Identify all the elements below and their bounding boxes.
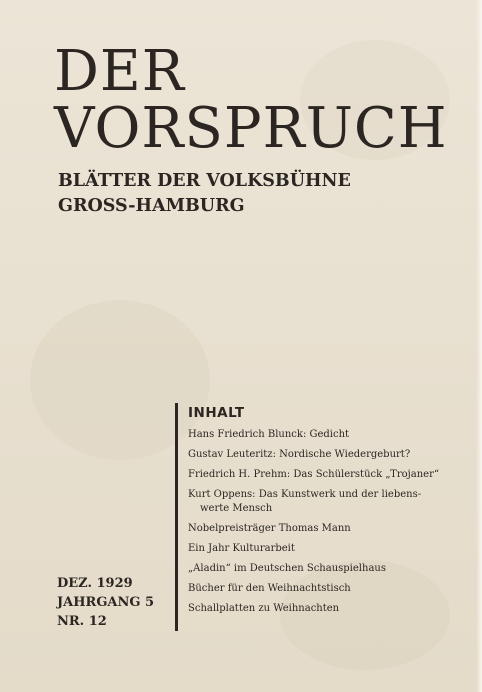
contents-item: Nobelpreisträger Thomas Mann bbox=[188, 523, 351, 534]
contents-item: Hans Friedrich Blunck: Gedicht bbox=[188, 429, 350, 440]
issue-volume: JAHRGANG 5 bbox=[57, 595, 155, 610]
contents-item: „Aladin“ im Deutschen Schauspielhaus bbox=[188, 563, 386, 574]
contents-item: Schallplatten zu Weihnachten bbox=[188, 603, 340, 614]
contents-item-line: Kurt Oppens: Das Kunstwerk und der liebens- bbox=[188, 489, 422, 500]
title-line-1: DER bbox=[54, 39, 185, 104]
issue-info bbox=[57, 574, 154, 631]
contents-heading: INHALT bbox=[188, 405, 245, 421]
contents-item: Bücher für den Weihnachtstisch bbox=[188, 583, 351, 594]
page-edge bbox=[476, 0, 482, 692]
issue-number: NR. 12 bbox=[57, 614, 107, 629]
contents-rule bbox=[175, 403, 178, 631]
paper-stain bbox=[30, 300, 210, 460]
contents-item-line: werte Mensch bbox=[200, 503, 273, 514]
issue-date: DEZ. 1929 bbox=[57, 576, 133, 591]
subtitle-line-2: GROSS-HAMBURG bbox=[58, 196, 245, 216]
table-of-contents bbox=[188, 404, 438, 622]
contents-item: Friedrich H. Prehm: Das Schülerstück „Trojaner“ bbox=[188, 469, 439, 480]
title-line-2: VORSPRUCH bbox=[54, 96, 448, 161]
contents-item: Ein Jahr Kulturarbeit bbox=[188, 543, 295, 554]
contents-item bbox=[188, 488, 438, 516]
subtitle-line-1: BLÄTTER DER VOLKSBÜHNE bbox=[58, 171, 351, 191]
contents-item: Gustav Leuteritz: Nordische Wiedergeburt? bbox=[188, 449, 411, 460]
